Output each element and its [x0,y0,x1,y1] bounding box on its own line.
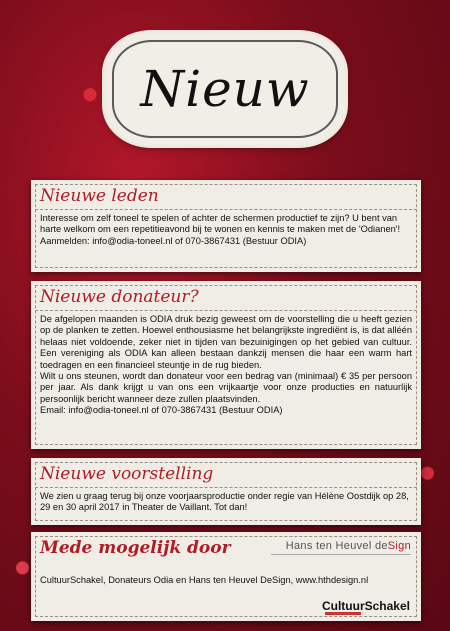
divider [35,487,417,488]
page-title: Nieuw [140,60,310,118]
section-text: We zien u graag terug bij onze voorjaarsproductie onder regie van Hélène Oostdijk op 28, 29 en 30 april 2017 in Theater de Vaillant. Tot dan! [40,491,409,513]
hth-design-logo [286,540,411,552]
hth-logo-underline [271,554,411,559]
hth-logo-text: Hans ten Heuvel de [285,540,388,552]
section-text: Interesse om zelf toneel te spelen of achter de schermen productief te zijn? U bent van harte welkom om een repetitieavond bij te wonen en kennis te maken met de 'Odianen'! [40,213,401,235]
divider [35,209,417,210]
cultuurschakel-logo: CultuurSchakel [321,599,410,613]
title-plaque [105,33,345,145]
section-heading: Nieuwe leden [40,186,159,206]
section-text: CultuurSchakel, Donateurs Odia en Hans ten Heuvel DeSign, www.hthdesign.nl [40,575,369,585]
section-heading: Nieuwe voorstelling [40,464,214,484]
section-text: Wilt u ons steunen, wordt dan donateur voor een bedrag van (minimaal) € 35 per persoon per jaar. Als dank krijgt u van ons een vrijkaartje voor onze producties en natuurlijk persoonlijk bericht wanneer deze zullen plaatsvinden. [40,371,412,404]
section-mede-mogelijk-door [31,532,421,621]
divider [35,310,417,311]
section-text: Email: info@odia-toneel.nl of 070-3867431 (Bestuur ODIA) [40,405,283,416]
section-text: De afgelopen maanden is ODIA druk bezig geweest om de voorstelling die u heeft gezien op de planken te zetten. Hoewel enthousiasme het belangrijkste ingrediënt is, is dat alléén helaas niet voldoende, zeker niet in tijden van bezuinigingen op het gebied van cultuur. Een vereniging als ODIA kan alleen bestaan dankzij mensen die haar een warm hart toedragen en een financieel steuntje in de rug bieden. [40,314,412,370]
section-nieuwe-donateur [31,281,421,449]
section-text: Aanmelden: info@odia-toneel.nl of 070-3867431 (Bestuur ODIA) [40,235,307,246]
hth-logo-accent: Sign [387,540,411,552]
section-nieuwe-voorstelling [31,458,421,525]
section-heading: Nieuwe donateur? [40,287,199,307]
section-heading: Mede mogelijk door [40,538,231,558]
section-nieuwe-leden [31,180,421,272]
